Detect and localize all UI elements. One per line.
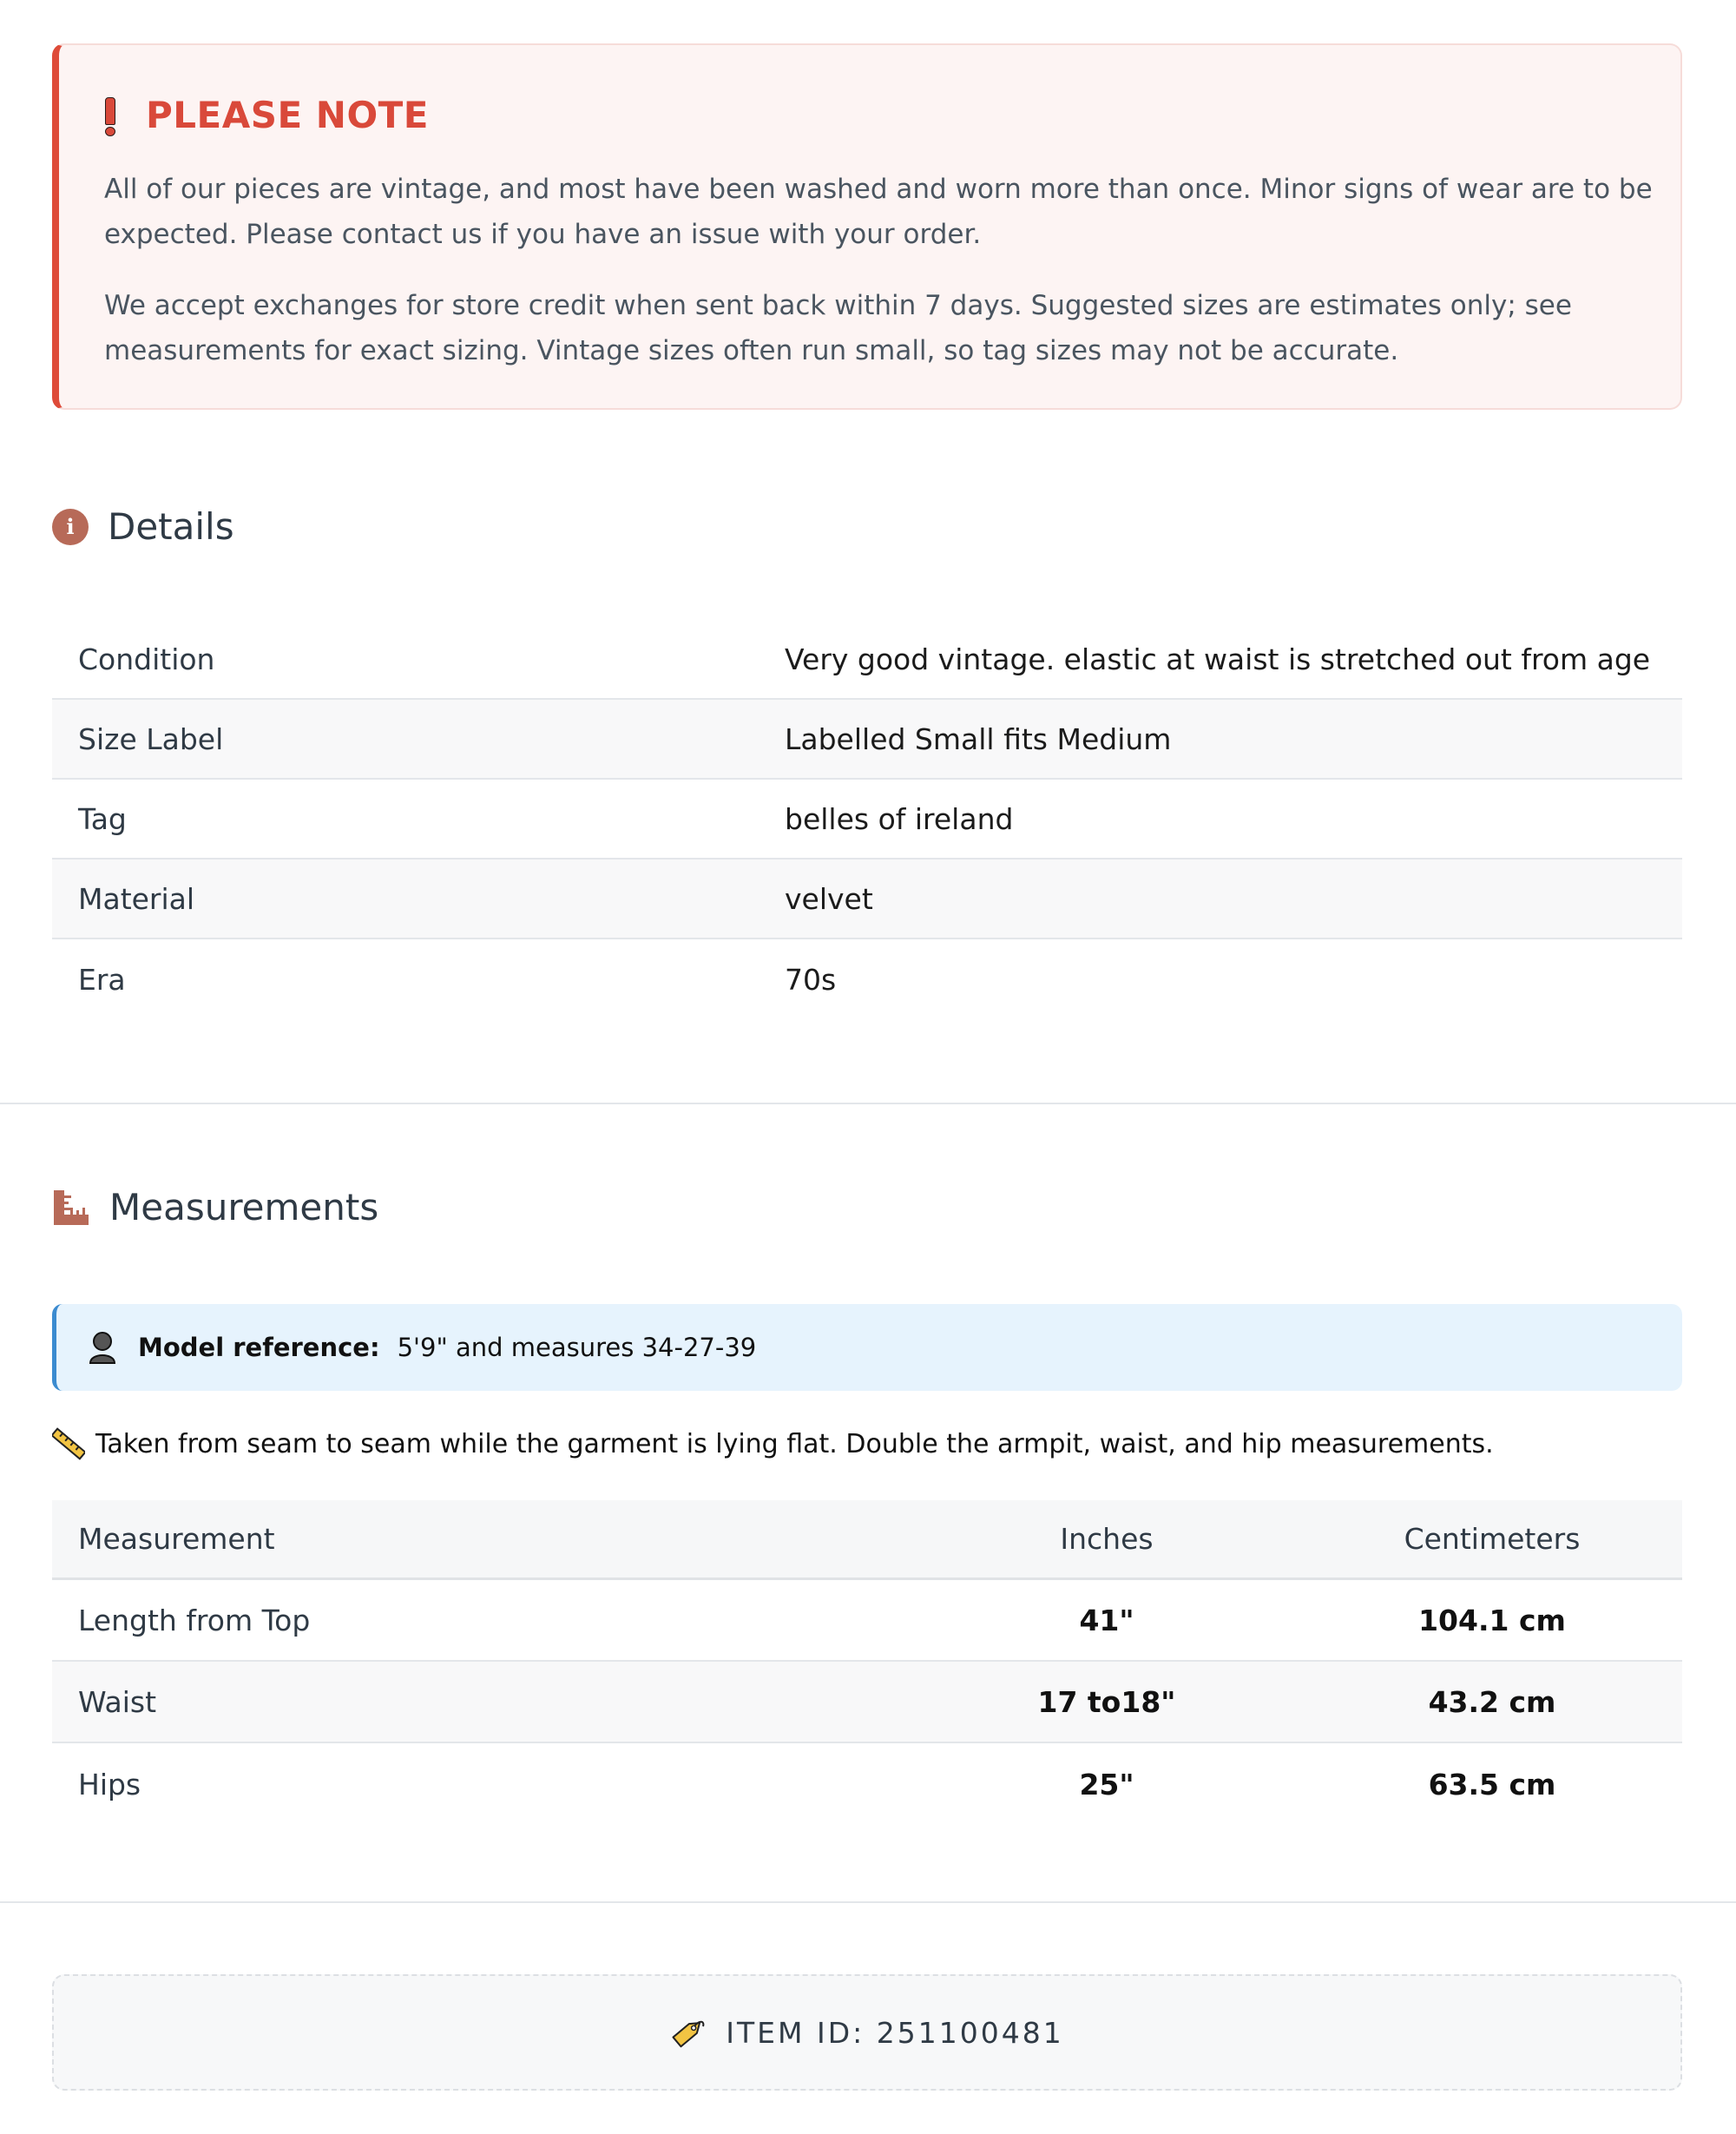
person-icon <box>88 1330 117 1365</box>
measurement-inches: 25" <box>1079 1767 1134 1801</box>
notice-title <box>104 94 429 136</box>
column-header-measurement: Measurement <box>78 1522 275 1556</box>
details-value: velvet <box>785 881 873 916</box>
info-icon: i <box>52 509 89 545</box>
measurement-tip <box>52 1427 1494 1460</box>
details-row <box>52 780 1682 860</box>
details-label: Condition <box>78 642 215 676</box>
measurement-name: Hips <box>78 1767 141 1801</box>
measurement-name: Waist <box>78 1684 157 1719</box>
details-value: 70s <box>785 962 837 997</box>
item-id-text: ITEM ID: 251100481 <box>726 2015 1064 2050</box>
details-row <box>52 700 1682 780</box>
notice-paragraph-1: All of our pieces are vintage, and most have been washed and worn more than once. Minor signs of wear are to be expected. Please contact us if you have an issue with your order. <box>104 174 1653 250</box>
measurement-cm: 43.2 cm <box>1428 1684 1556 1719</box>
tag-icon <box>670 2014 707 2051</box>
column-header-centimeters: Centimeters <box>1404 1522 1581 1556</box>
model-reference-box <box>52 1304 1682 1391</box>
column-header-inches: Inches <box>1060 1522 1154 1556</box>
measurement-inches: 41" <box>1079 1603 1134 1637</box>
details-table <box>52 620 1682 1019</box>
details-value: Very good vintage. elastic at waist is stretched out from age <box>785 642 1651 676</box>
model-reference-label: Model reference: <box>138 1333 380 1362</box>
item-id-box <box>52 1974 1682 2091</box>
section-divider <box>0 1103 1736 1104</box>
details-label: Era <box>78 962 126 997</box>
straight-ruler-icon <box>52 1427 85 1460</box>
details-label: Tag <box>78 801 127 836</box>
measurements-title: Measurements <box>109 1186 379 1228</box>
measurements-table <box>52 1500 1682 1825</box>
table-row <box>52 1743 1682 1825</box>
model-reference-value: 5'9" and measures 34-27-39 <box>397 1333 757 1362</box>
details-title: Details <box>108 505 234 548</box>
ruler-icon <box>52 1189 90 1227</box>
table-row <box>52 1662 1682 1743</box>
exclamation-icon <box>104 97 115 134</box>
measurement-cm: 63.5 cm <box>1428 1767 1556 1801</box>
notice-paragraph-2: We accept exchanges for store credit when sent back within 7 days. Suggested sizes are estimates only; see measurements for exact sizing. Vintage sizes often run small, so tag sizes may not be accurate. <box>104 290 1572 366</box>
details-label: Material <box>78 881 195 916</box>
measurement-tip-text: Taken from seam to seam while the garment is lying flat. Double the armpit, waist, and hip measurements. <box>95 1428 1494 1459</box>
notice-title-text: PLEASE NOTE <box>146 94 429 136</box>
details-value: Labelled Small fits Medium <box>785 721 1172 756</box>
measurement-cm: 104.1 cm <box>1418 1603 1566 1637</box>
notice-box <box>52 43 1682 410</box>
details-row <box>52 860 1682 939</box>
details-row <box>52 939 1682 1019</box>
table-row <box>52 1580 1682 1662</box>
measurement-inches: 17 to18" <box>1037 1684 1176 1719</box>
measurement-name: Length from Top <box>78 1603 311 1637</box>
measurements-heading <box>52 1186 378 1228</box>
details-label: Size Label <box>78 721 224 756</box>
section-divider <box>0 1901 1736 1903</box>
details-heading <box>52 505 234 548</box>
table-header <box>52 1500 1682 1580</box>
details-value: belles of ireland <box>785 801 1014 836</box>
details-row <box>52 620 1682 700</box>
